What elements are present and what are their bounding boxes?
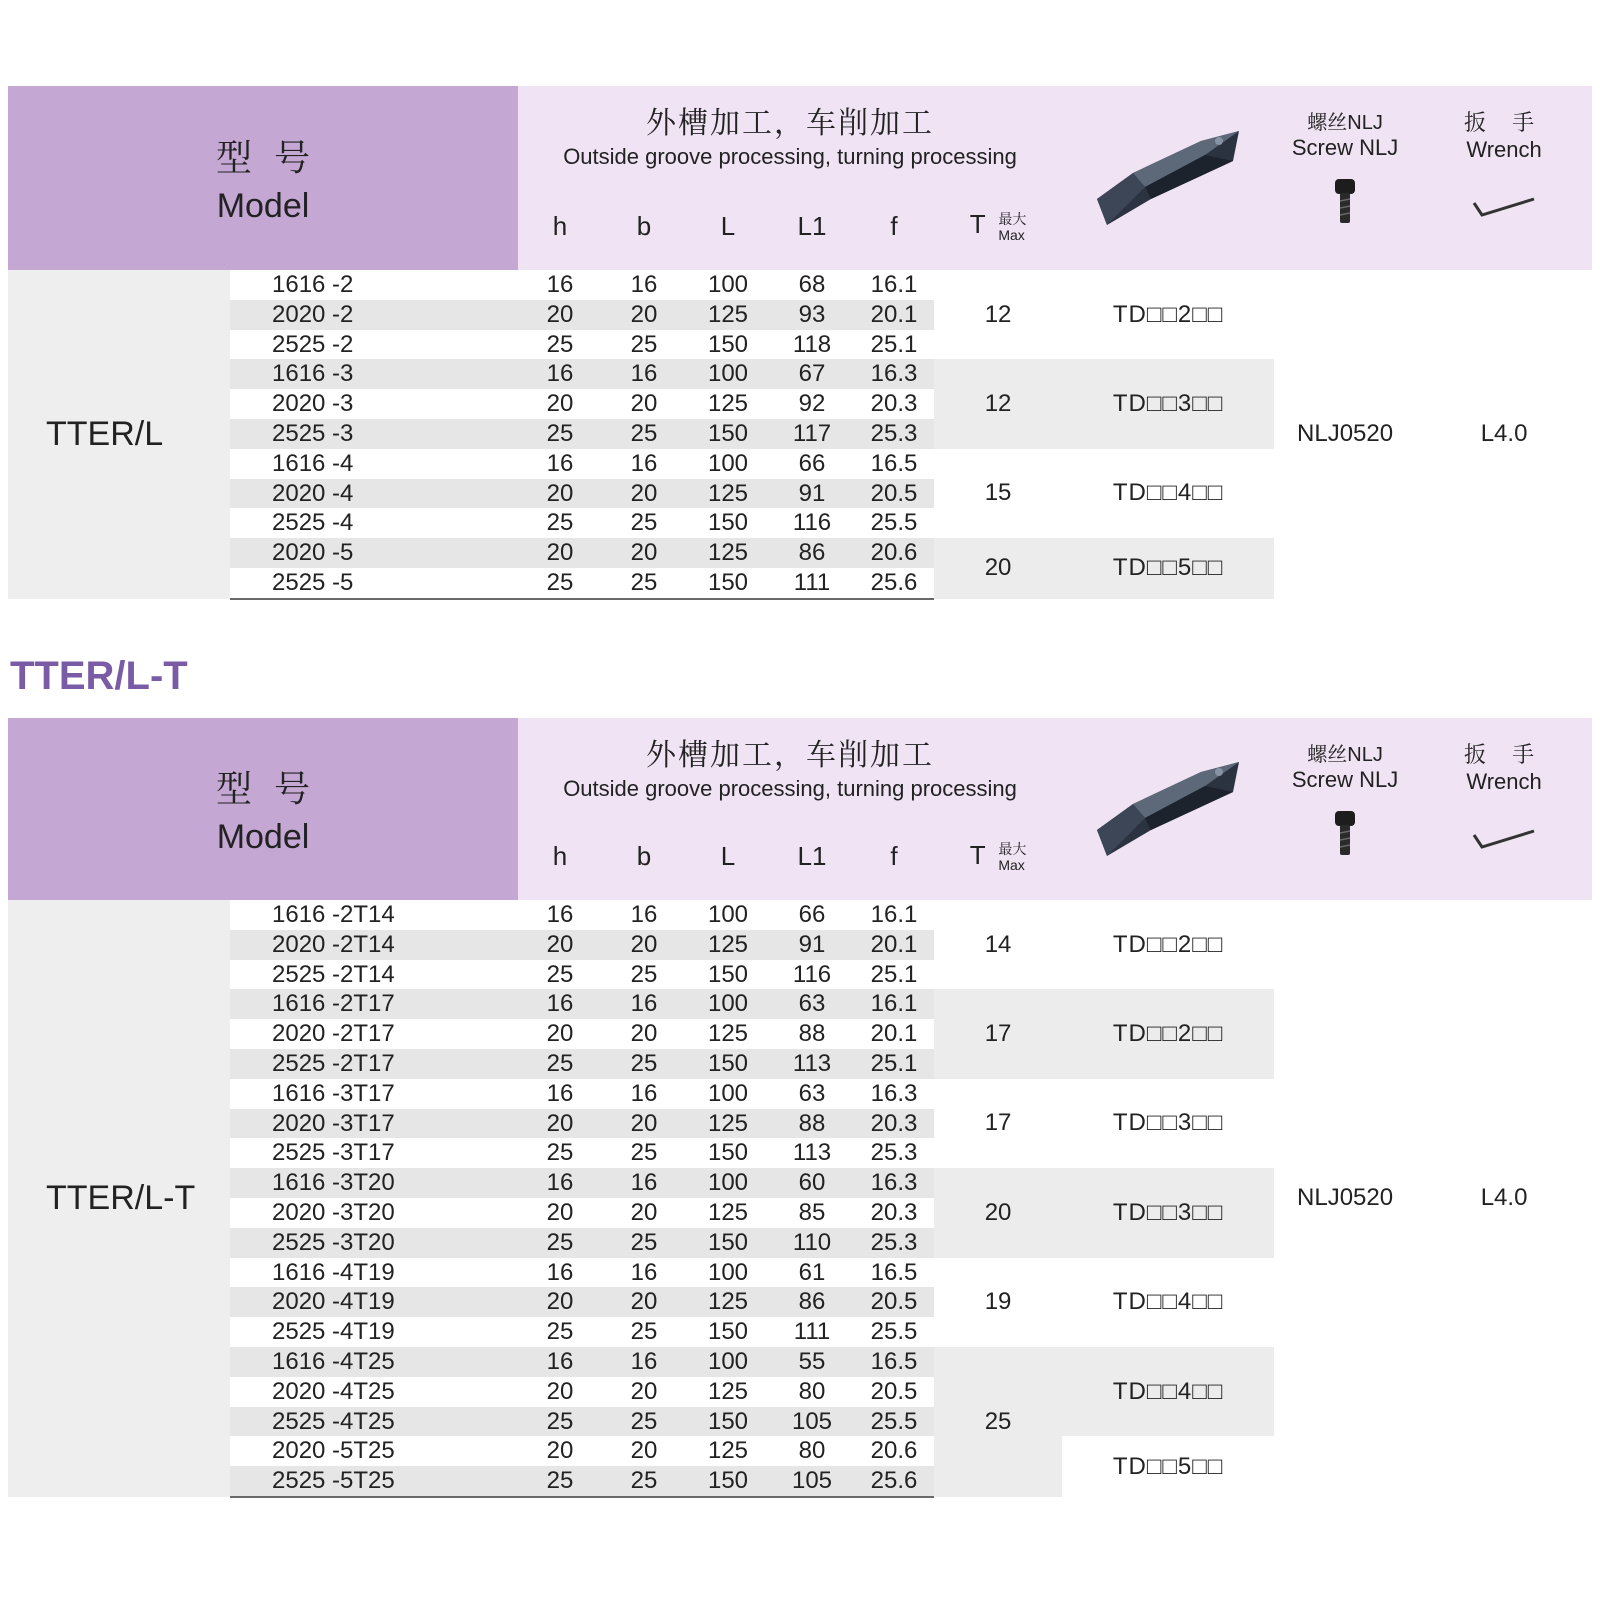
t-max-value: 15 — [984, 479, 1012, 507]
value-h: 25 — [546, 509, 574, 537]
value-f: 25.6 — [854, 568, 934, 599]
col-header-l1: L1 — [770, 813, 854, 900]
value-b: 25 — [602, 1466, 686, 1497]
model-code: 2525 -3T17 — [272, 1139, 395, 1167]
value-b: 20 — [630, 1020, 658, 1048]
model-code: 2525 -2T14 — [272, 960, 395, 988]
value-h: 16 — [546, 449, 574, 477]
operation-header-zh: 外槽加工，车削加工 — [646, 107, 935, 141]
value-l: 100 — [707, 1258, 749, 1286]
wrench-header — [1416, 718, 1592, 900]
value-l: 125 — [686, 930, 770, 960]
insert-image-cell — [1062, 718, 1274, 900]
value-l1: 86 — [770, 1287, 854, 1317]
section-title: TTER/L-T — [10, 654, 188, 698]
value-l1: 118 — [792, 330, 832, 358]
model-code: 2525 -3T20 — [230, 1228, 518, 1258]
value-b: 25 — [602, 1049, 686, 1079]
value-l: 150 — [707, 1318, 749, 1346]
value-f: 20.5 — [854, 1287, 934, 1317]
value-l1: 55 — [770, 1347, 854, 1377]
value-h: 25 — [546, 1139, 574, 1167]
value-b: 25 — [630, 509, 658, 537]
insert-code: TD□□5□□ — [1112, 1452, 1224, 1480]
wrench-icon — [1472, 825, 1536, 855]
value-b: 16 — [630, 1079, 658, 1107]
value-l: 100 — [686, 1347, 770, 1377]
value-f: 25.5 — [870, 509, 918, 537]
model-code: 2020 -4 — [230, 479, 518, 509]
value-b: 20 — [602, 538, 686, 568]
value-h: 20 — [546, 1020, 574, 1048]
model-code: 2020 -3 — [272, 390, 354, 418]
value-f: 20.3 — [870, 390, 918, 418]
value-l1: 63 — [770, 989, 854, 1019]
value-l: 125 — [686, 1109, 770, 1139]
value-l1: 80 — [798, 1377, 826, 1405]
value-l: 150 — [707, 1139, 749, 1167]
wrench-header-en: Wrench — [1466, 769, 1542, 794]
col-header-h: h — [518, 182, 602, 270]
value-l: 125 — [686, 1287, 770, 1317]
model-code: 2020 -2T17 — [272, 1020, 395, 1048]
screw-header-zh: 螺丝NLJ — [1307, 112, 1383, 134]
value-l: 125 — [707, 1198, 749, 1226]
series-family-label: TTER/L — [8, 270, 230, 599]
value-b: 25 — [630, 1139, 658, 1167]
value-f: 16.5 — [870, 1258, 918, 1286]
value-l1: 80 — [798, 1437, 826, 1465]
operation-header — [518, 718, 1062, 813]
value-l: 125 — [707, 1437, 749, 1465]
value-b: 20 — [602, 1109, 686, 1139]
col-header-t — [934, 182, 1062, 270]
value-l: 125 — [707, 1020, 749, 1048]
model-code: 2020 -2 — [230, 300, 518, 330]
value-f: 20.5 — [854, 479, 934, 509]
operation-header — [518, 86, 1062, 182]
value-l: 150 — [686, 1466, 770, 1497]
wrench-header-en: Wrench — [1466, 137, 1542, 162]
value-h: 16 — [546, 1079, 574, 1107]
operation-header-en: Outside groove processing, turning processing — [563, 144, 1017, 170]
col-header-b: b — [602, 813, 686, 900]
value-l: 150 — [707, 960, 749, 988]
wrench-icon — [1472, 193, 1536, 223]
value-l1: 110 — [770, 1228, 854, 1258]
value-l1: 111 — [793, 1318, 831, 1346]
model-header-zh: 型号 — [216, 768, 333, 809]
model-code: 2020 -3T20 — [272, 1198, 395, 1226]
value-f: 16.5 — [870, 449, 918, 477]
value-h: 25 — [518, 1466, 602, 1497]
model-header — [8, 718, 518, 900]
t-max-value: 19 — [984, 1288, 1012, 1316]
value-l: 125 — [686, 479, 770, 509]
screw-header — [1274, 86, 1416, 270]
model-code: 1616 -3T17 — [272, 1079, 395, 1107]
insert-code: TD□□3□□ — [1062, 1168, 1274, 1257]
screw-icon — [1333, 811, 1357, 857]
value-b: 16 — [630, 901, 658, 928]
insert-code: TD□□4□□ — [1112, 1288, 1224, 1316]
value-h: 16 — [518, 1168, 602, 1198]
wrench-header-zh: 扳 手 — [1464, 742, 1545, 767]
value-b: 16 — [630, 1258, 658, 1286]
value-l: 125 — [707, 390, 749, 418]
value-l: 150 — [686, 1407, 770, 1437]
screw-icon — [1333, 179, 1357, 225]
grooving-insert-icon — [1093, 121, 1243, 231]
value-f: 20.3 — [870, 1198, 918, 1226]
model-code: 2525 -5 — [230, 568, 518, 599]
model-code: 2525 -4T25 — [230, 1407, 518, 1437]
col-header-t — [934, 813, 1062, 900]
value-l1: 67 — [770, 359, 854, 389]
value-l1: 91 — [770, 930, 854, 960]
value-l: 100 — [707, 271, 749, 298]
value-h: 20 — [518, 1109, 602, 1139]
value-f: 25.3 — [870, 1139, 918, 1167]
value-h: 25 — [518, 1407, 602, 1437]
value-l: 100 — [686, 359, 770, 389]
value-b: 25 — [602, 1228, 686, 1258]
value-l: 150 — [707, 509, 749, 537]
value-b: 20 — [602, 1287, 686, 1317]
model-code: 2020 -3T17 — [230, 1109, 518, 1139]
value-h: 20 — [546, 1437, 574, 1465]
value-l1: 116 — [792, 960, 832, 988]
value-b: 16 — [630, 449, 658, 477]
model-code: 1616 -4 — [272, 449, 354, 477]
value-l1: 60 — [770, 1168, 854, 1198]
value-h: 20 — [546, 1198, 574, 1226]
value-f: 25.1 — [870, 960, 918, 988]
col-header-l1: L1 — [770, 182, 854, 270]
value-f: 16.1 — [870, 271, 918, 298]
insert-code: TD□□3□□ — [1062, 359, 1274, 448]
value-l: 150 — [686, 1049, 770, 1079]
value-f: 20.1 — [854, 930, 934, 960]
t-sub-zh: 最大 — [998, 210, 1027, 227]
value-h: 25 — [518, 1049, 602, 1079]
value-f: 25.1 — [870, 330, 918, 358]
col-header-b: b — [602, 182, 686, 270]
value-b: 20 — [630, 390, 658, 418]
value-b: 20 — [602, 930, 686, 960]
value-l1: 105 — [770, 1407, 854, 1437]
grooving-insert-icon — [1093, 752, 1243, 862]
value-l1: 85 — [798, 1198, 826, 1226]
value-l1: 88 — [770, 1109, 854, 1139]
col-header-h: h — [518, 813, 602, 900]
t-max-value: 20 — [934, 538, 1062, 599]
model-code: 2525 -2T17 — [230, 1049, 518, 1079]
value-h: 25 — [546, 1318, 574, 1346]
model-code: 2525 -5T25 — [230, 1466, 518, 1497]
model-code: 2525 -4T19 — [272, 1318, 395, 1346]
t-max-value: 17 — [984, 1109, 1012, 1137]
value-f: 25.5 — [854, 1407, 934, 1437]
col-header-f: f — [854, 182, 934, 270]
value-f: 20.1 — [854, 300, 934, 330]
model-header-en: Model — [216, 818, 310, 856]
value-b: 16 — [630, 271, 658, 298]
value-f: 25.3 — [854, 419, 934, 449]
col-header-f: f — [854, 813, 934, 900]
value-f: 20.1 — [870, 1020, 918, 1048]
col-header-l: L — [686, 182, 770, 270]
value-b: 25 — [602, 419, 686, 449]
value-h: 20 — [518, 300, 602, 330]
value-f: 25.6 — [854, 1466, 934, 1497]
value-f: 25.1 — [854, 1049, 934, 1079]
insert-code: TD□□2□□ — [1112, 930, 1224, 958]
model-code: 1616 -3 — [230, 359, 518, 389]
value-l: 125 — [686, 300, 770, 330]
screw-code: NLJ0520 — [1297, 420, 1394, 448]
value-l1: 105 — [770, 1466, 854, 1497]
model-code: 2525 -2 — [272, 330, 354, 358]
value-f: 20.6 — [854, 538, 934, 568]
value-h: 20 — [546, 390, 574, 418]
value-b: 25 — [630, 1318, 658, 1346]
value-b: 25 — [630, 960, 658, 988]
model-code: 1616 -2T17 — [230, 989, 518, 1019]
value-h: 16 — [546, 901, 574, 928]
insert-code: TD□□3□□ — [1112, 1109, 1224, 1137]
value-l: 100 — [686, 989, 770, 1019]
wrench-code: L4.0 — [1480, 1184, 1528, 1212]
model-code: 2525 -4 — [272, 509, 354, 537]
value-h: 20 — [518, 538, 602, 568]
insert-code: TD□□5□□ — [1062, 538, 1274, 599]
t-max-value: 14 — [984, 930, 1012, 958]
value-f: 16.3 — [854, 359, 934, 389]
value-f: 20.6 — [870, 1437, 918, 1465]
value-l1: 113 — [770, 1049, 854, 1079]
value-b: 16 — [602, 1168, 686, 1198]
value-b: 20 — [630, 1198, 658, 1226]
value-l1: 61 — [798, 1258, 826, 1286]
value-h: 16 — [546, 271, 574, 298]
value-l1: 86 — [770, 538, 854, 568]
screw-code: NLJ0520 — [1297, 1184, 1394, 1212]
model-code: 1616 -2T14 — [272, 901, 395, 928]
value-l: 150 — [707, 330, 749, 358]
value-b: 25 — [630, 330, 658, 358]
t-max-value: 12 — [934, 359, 1062, 448]
value-l1: 117 — [770, 419, 854, 449]
t-sub-zh: 最大 — [998, 841, 1027, 858]
t-sub-en: Max — [998, 857, 1025, 874]
value-l: 100 — [686, 1168, 770, 1198]
value-f: 25.5 — [870, 1318, 918, 1346]
value-l1: 111 — [770, 568, 854, 599]
value-l1: 63 — [798, 1079, 826, 1107]
value-f: 16.5 — [854, 1347, 934, 1377]
t-max-value: 20 — [934, 1168, 1062, 1257]
value-h: 20 — [546, 1377, 574, 1405]
value-b: 16 — [602, 359, 686, 389]
value-h: 16 — [518, 359, 602, 389]
insert-code: TD□□2□□ — [1062, 989, 1274, 1078]
value-h: 16 — [546, 1258, 574, 1286]
value-f: 16.1 — [854, 989, 934, 1019]
insert-image-cell — [1062, 86, 1274, 270]
value-l1: 68 — [798, 271, 826, 298]
value-l: 125 — [707, 1377, 749, 1405]
value-l: 100 — [707, 1079, 749, 1107]
table-row — [8, 900, 1592, 930]
value-h: 25 — [518, 568, 602, 599]
value-h: 16 — [518, 989, 602, 1019]
value-b: 25 — [602, 568, 686, 599]
model-code: 2020 -4T19 — [230, 1287, 518, 1317]
value-b: 16 — [602, 1347, 686, 1377]
wrench-code: L4.0 — [1480, 420, 1528, 448]
model-code: 1616 -4T19 — [272, 1258, 395, 1286]
value-l1: 66 — [798, 901, 826, 928]
value-f: 20.5 — [870, 1377, 918, 1405]
value-b: 20 — [630, 1437, 658, 1465]
spec-table-tter-l — [8, 86, 1592, 600]
value-l: 100 — [707, 449, 749, 477]
wrench-header-zh: 扳 手 — [1464, 110, 1545, 135]
spec-table-tter-l-t — [8, 718, 1592, 1498]
model-header-zh: 型号 — [216, 137, 333, 178]
screw-header-zh: 螺丝NLJ — [1307, 744, 1383, 766]
value-l1: 66 — [798, 449, 826, 477]
value-l1: 91 — [770, 479, 854, 509]
value-l1: 93 — [770, 300, 854, 330]
value-l1: 92 — [798, 390, 826, 418]
value-h: 16 — [518, 1347, 602, 1377]
value-b: 16 — [602, 989, 686, 1019]
model-code: 1616 -4T25 — [230, 1347, 518, 1377]
t-label: T — [969, 839, 986, 870]
operation-header-en: Outside groove processing, turning processing — [563, 775, 1017, 801]
value-b: 20 — [602, 300, 686, 330]
value-l: 100 — [707, 901, 749, 928]
value-l: 150 — [686, 1228, 770, 1258]
model-code: 2020 -2T14 — [230, 930, 518, 960]
insert-code: TD□□4□□ — [1112, 479, 1224, 507]
value-h: 25 — [546, 330, 574, 358]
model-code: 2020 -5T25 — [272, 1437, 395, 1465]
value-h: 25 — [546, 960, 574, 988]
t-label: T — [969, 209, 986, 240]
value-f: 25.3 — [854, 1228, 934, 1258]
value-b: 20 — [602, 479, 686, 509]
col-header-l: L — [686, 813, 770, 900]
value-b: 20 — [630, 1377, 658, 1405]
value-b: 25 — [602, 1407, 686, 1437]
value-h: 20 — [518, 1287, 602, 1317]
model-code: 2525 -3 — [230, 419, 518, 449]
value-h: 25 — [518, 419, 602, 449]
model-code: 1616 -2 — [272, 271, 354, 298]
value-f: 16.3 — [870, 1079, 918, 1107]
t-sub-en: Max — [998, 226, 1025, 243]
value-l1: 113 — [792, 1139, 832, 1167]
screw-header-en: Screw NLJ — [1291, 135, 1399, 160]
t-max-value: 17 — [934, 989, 1062, 1078]
model-code: 2020 -4T25 — [272, 1377, 395, 1405]
operation-header-zh: 外槽加工，车削加工 — [646, 738, 935, 772]
value-f: 16.3 — [854, 1168, 934, 1198]
value-f: 16.1 — [870, 901, 918, 928]
insert-code: TD□□4□□ — [1062, 1347, 1274, 1436]
value-l1: 88 — [798, 1020, 826, 1048]
value-h: 20 — [518, 479, 602, 509]
t-max-value: 12 — [984, 300, 1012, 328]
table-row — [8, 270, 1592, 300]
screw-header — [1274, 718, 1416, 900]
value-l1: 116 — [792, 509, 832, 537]
screw-header-en: Screw NLJ — [1291, 767, 1399, 792]
value-l: 150 — [686, 419, 770, 449]
value-l: 125 — [686, 538, 770, 568]
wrench-header — [1416, 86, 1592, 270]
value-h: 20 — [518, 930, 602, 960]
model-header-en: Model — [216, 187, 310, 225]
model-header — [8, 86, 518, 270]
series-family-label: TTER/L-T — [8, 900, 230, 1497]
value-f: 20.3 — [854, 1109, 934, 1139]
model-code: 2020 -5 — [230, 538, 518, 568]
t-max-value: 25 — [934, 1347, 1062, 1497]
value-l: 150 — [686, 568, 770, 599]
model-code: 1616 -3T20 — [230, 1168, 518, 1198]
value-h: 25 — [518, 1228, 602, 1258]
insert-code: TD□□2□□ — [1112, 300, 1224, 328]
